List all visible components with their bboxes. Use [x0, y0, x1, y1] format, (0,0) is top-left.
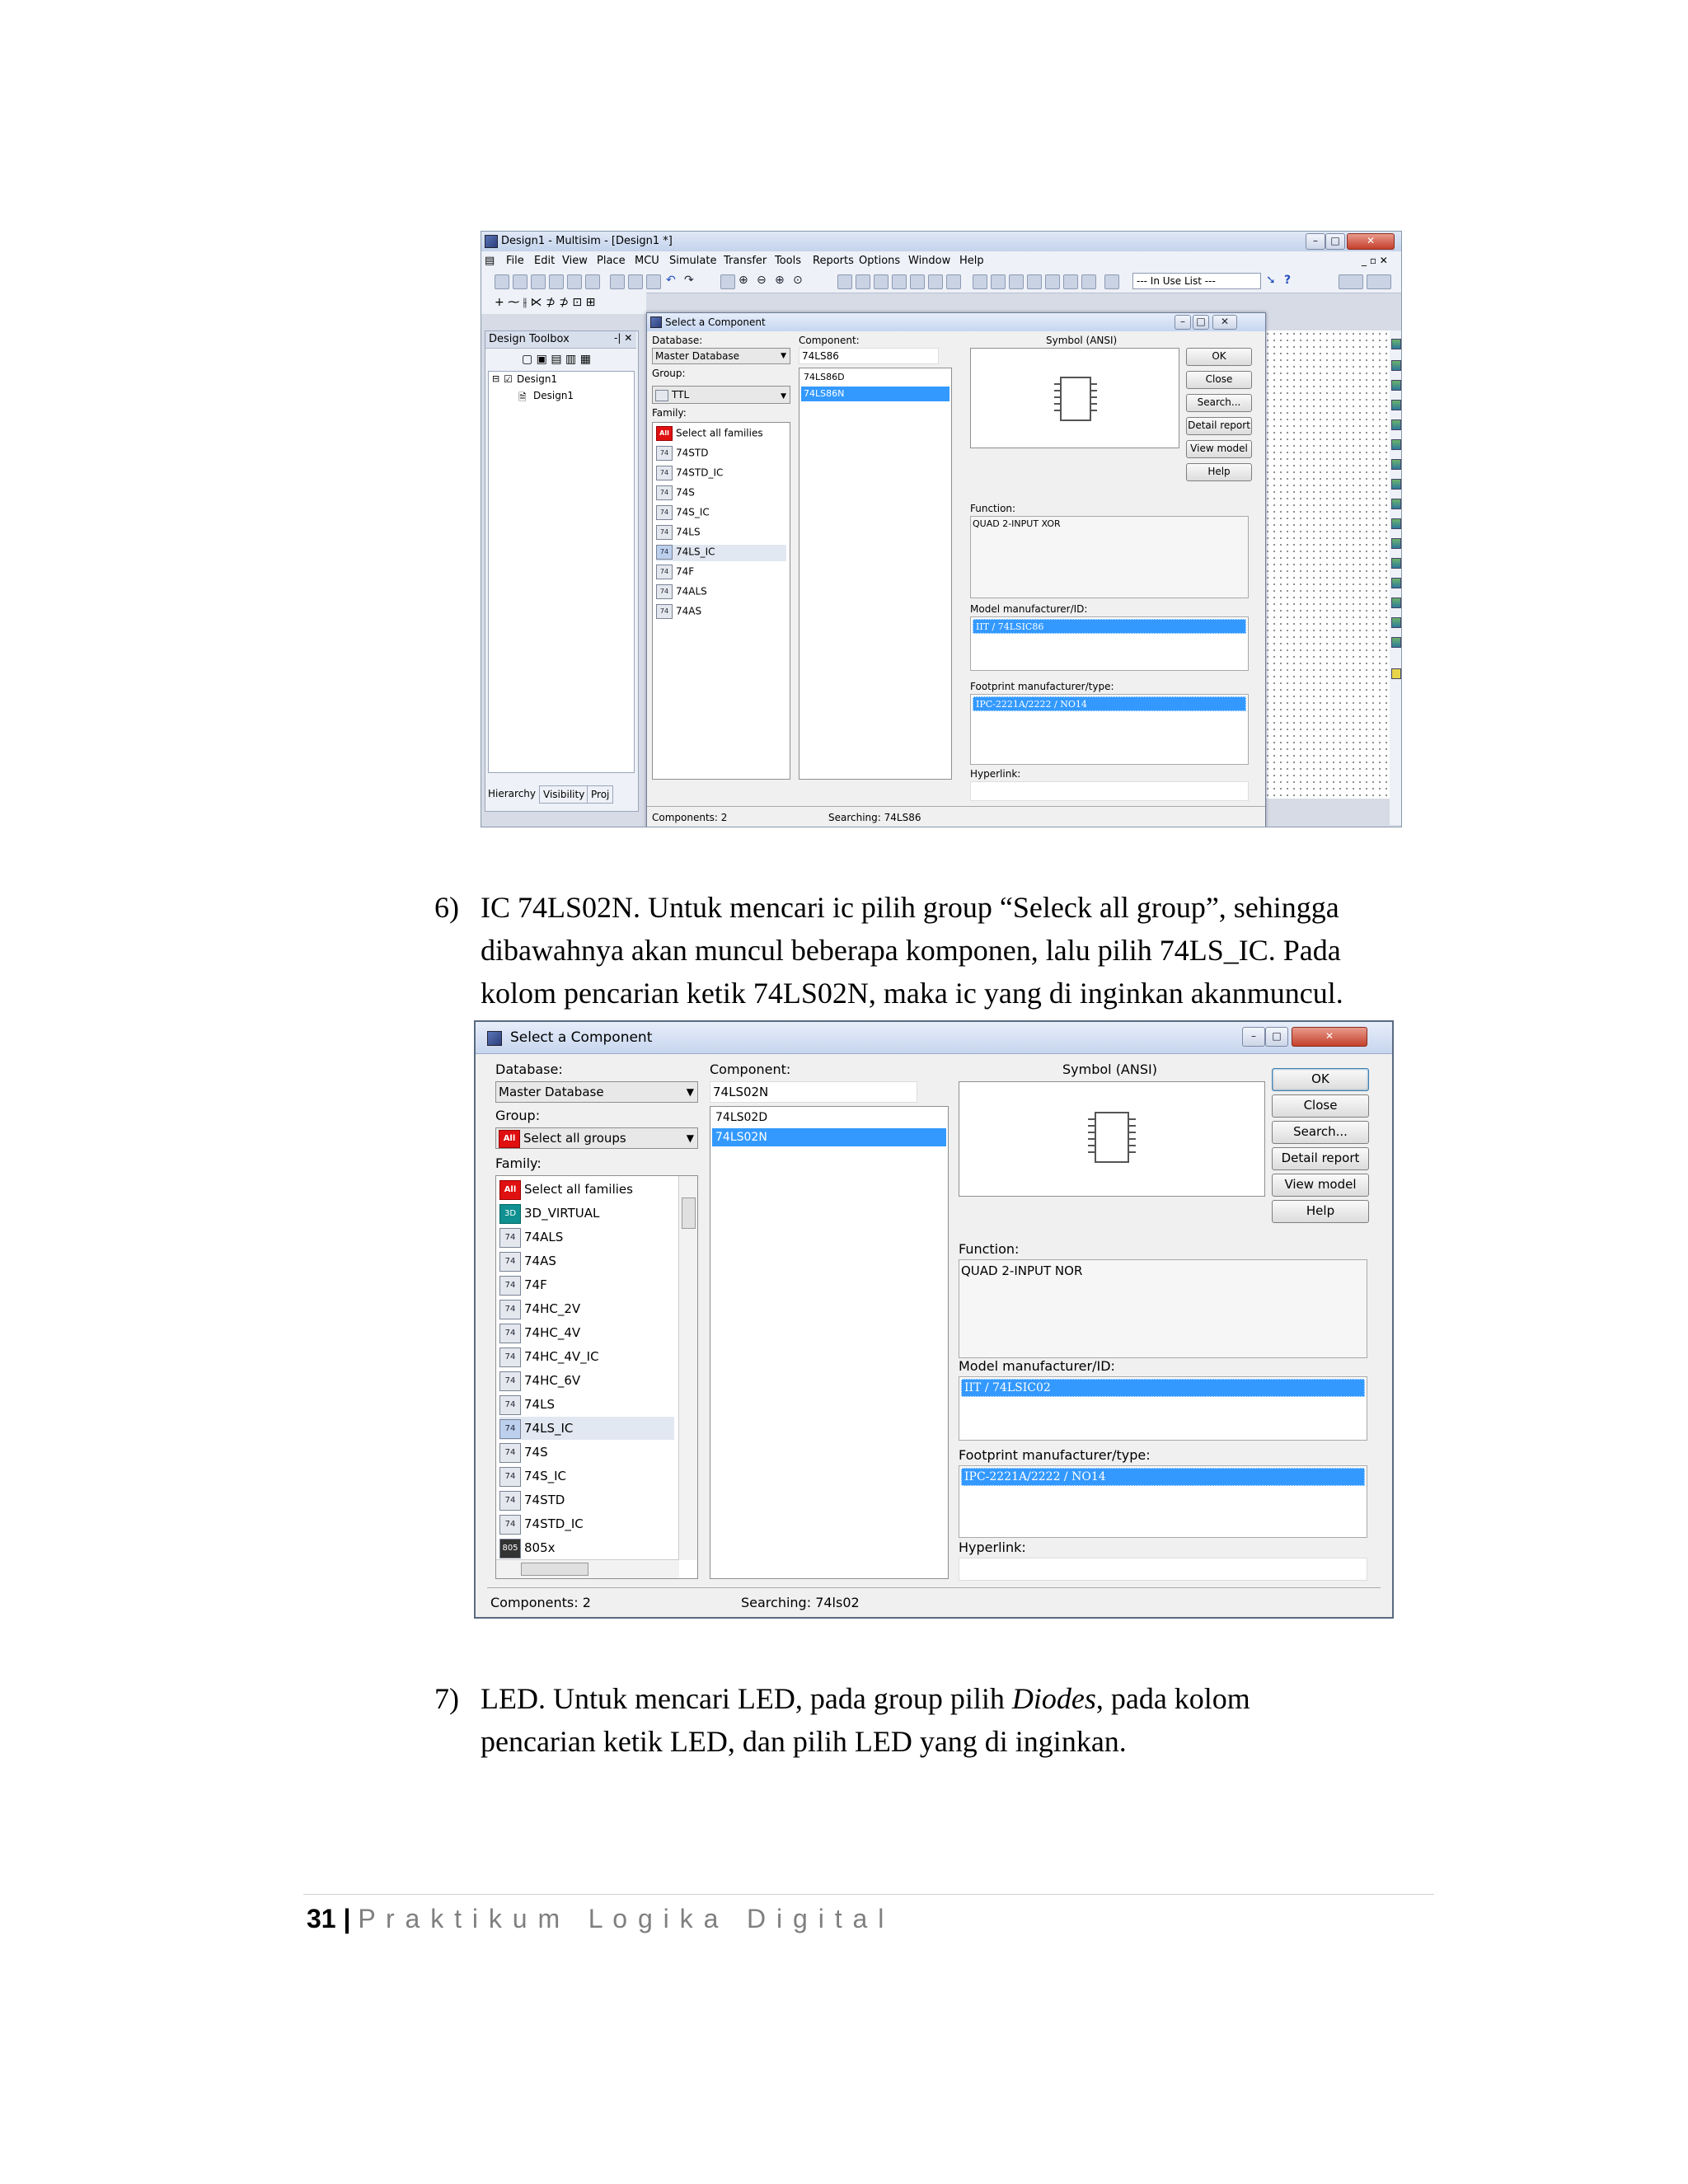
ok-button[interactable]: OK: [1186, 348, 1252, 366]
footer-title: P r a k t i k u m L o g i k a D i g i t a l: [358, 1904, 886, 1933]
footer-divider: [303, 1894, 1434, 1895]
tab-project[interactable]: Proj: [587, 785, 613, 804]
toolbar-icon-13[interactable]: [1063, 274, 1078, 289]
help-button[interactable]: Help: [1186, 463, 1252, 481]
family-list: [495, 1175, 698, 1579]
menu-bar: [481, 251, 1401, 270]
status-searching: Searching: 74LS86: [828, 812, 921, 823]
help-icon[interactable]: ?: [1284, 274, 1292, 287]
list-item[interactable]: 74 74STD_IC: [499, 1512, 584, 1535]
function-value: QUAD 2-INPUT NOR: [961, 1263, 1083, 1278]
list-item[interactable]: 74 74F: [499, 1273, 547, 1296]
menu-window[interactable]: Window: [908, 255, 951, 267]
detail-report-button[interactable]: Detail report: [1186, 417, 1252, 435]
view-model-button[interactable]: View model: [1272, 1174, 1369, 1197]
dialog-titlebar: [647, 313, 1265, 331]
print-preview-icon[interactable]: [585, 274, 600, 289]
ttl-family-icon: 74: [499, 1252, 521, 1272]
wattmeter-icon[interactable]: [1391, 380, 1401, 391]
view-model-button[interactable]: View model: [1186, 440, 1252, 458]
page-footer: [307, 1900, 885, 1937]
ttl-family-icon: 74: [656, 505, 673, 520]
detail-report-button[interactable]: Detail report: [1272, 1147, 1369, 1170]
tab-hierarchy[interactable]: Hierarchy: [488, 788, 537, 799]
list-item[interactable]: 74 74STD_IC: [656, 466, 723, 482]
instrument-icon-16[interactable]: [1391, 637, 1401, 648]
toolbox-title: Design Toolbox: [489, 333, 570, 345]
toolbar-icon-12[interactable]: [1045, 274, 1060, 289]
list-item[interactable]: 74 74AS: [656, 604, 701, 621]
group-label: Group:: [495, 1108, 541, 1123]
list-item[interactable]: 74LS86D: [804, 372, 845, 382]
save-icon[interactable]: [549, 274, 564, 289]
toolbar-icon-4[interactable]: [892, 274, 907, 289]
chevron-down-icon: ▼: [781, 352, 786, 360]
help-pointer-icon[interactable]: ➘: [1266, 274, 1276, 287]
database-label: Database:: [652, 335, 703, 346]
database-label: Database:: [495, 1062, 563, 1077]
component-search-input[interactable]: 74LS86: [799, 348, 939, 364]
menu-mcu[interactable]: MCU: [635, 255, 659, 267]
database-value: Master Database: [499, 1085, 604, 1099]
dialog-maximize-button[interactable]: □: [1265, 1027, 1288, 1047]
window-title: Design1 - Multisim - [Design1 *]: [501, 235, 673, 247]
close-button[interactable]: Close: [1272, 1094, 1369, 1118]
toolbar-icon-3[interactable]: [874, 274, 889, 289]
toolbar-icon-1[interactable]: [837, 274, 852, 289]
dialog-app-icon: [487, 1031, 502, 1046]
menu-simulate[interactable]: Simulate: [669, 255, 717, 267]
footprint-list: [959, 1465, 1367, 1538]
page-number: 31: [307, 1904, 336, 1933]
list-item[interactable]: 74 74LS: [499, 1393, 555, 1416]
help-button[interactable]: Help: [1272, 1200, 1369, 1223]
ic-chip-symbol: [1060, 377, 1091, 421]
status-components: Components: 2: [490, 1595, 591, 1610]
ttl-family-icon: 74: [656, 446, 673, 461]
all-icon: All: [656, 426, 673, 441]
list-item[interactable]: 74 74STD: [499, 1488, 565, 1511]
dialog-status-bar: [647, 806, 1265, 827]
ttl-family-icon: 74: [499, 1515, 521, 1535]
instrument-icon-15[interactable]: [1391, 617, 1401, 628]
group-dropdown[interactable]: [495, 1127, 698, 1149]
hyperlink-field: [970, 781, 1249, 801]
group-value: Select all groups: [523, 1131, 626, 1146]
cmos-family-icon: 74: [499, 1371, 521, 1391]
toolbar-icon-5[interactable]: [910, 274, 925, 289]
ttl-family-icon: 74: [656, 604, 673, 619]
database-dropdown[interactable]: [652, 348, 790, 364]
menu-help[interactable]: Help: [959, 255, 984, 267]
list-item[interactable]: 74 74HC_6V: [499, 1369, 580, 1392]
dialog-title: Select a Component: [510, 1029, 653, 1046]
group-label: Group:: [652, 368, 686, 379]
family-hscrollbar[interactable]: [496, 1559, 679, 1578]
list-item-selected[interactable]: 74LS86N: [801, 387, 950, 401]
instrument-icon-11[interactable]: [1391, 538, 1401, 549]
instrument-icon-10[interactable]: [1391, 518, 1401, 529]
select-component-dialog-2: [474, 1020, 1394, 1619]
instrument-icon-17[interactable]: [1391, 668, 1401, 679]
component-label: Component:: [710, 1062, 791, 1077]
maximize-button[interactable]: □: [1325, 233, 1345, 250]
close-window-button[interactable]: ✕: [1347, 233, 1395, 250]
toolbox-header: [485, 331, 636, 349]
hscrollbar-thumb[interactable]: [521, 1563, 588, 1576]
function-label: Function:: [970, 503, 1016, 514]
list-item[interactable]: 74 74HC_2V: [499, 1297, 580, 1320]
list-item[interactable]: 74 74LS: [656, 525, 701, 541]
hyperlink-label: Hyperlink:: [959, 1540, 1026, 1555]
model-value[interactable]: IIT / 74LSIC86: [973, 619, 1246, 634]
ttl-family-icon: 74: [499, 1395, 521, 1415]
list-item[interactable]: 74 74F: [656, 565, 694, 581]
dialog-app-icon: [650, 316, 662, 328]
function-value: QUAD 2-INPUT XOR: [973, 518, 1061, 529]
family-label: Family:: [652, 407, 687, 419]
list-item[interactable]: 74 74S: [656, 485, 695, 502]
symbol-label: Symbol (ANSI): [1062, 1062, 1157, 1077]
list-item[interactable]: All Select all families: [656, 426, 763, 443]
step-6-line-1: IC 74LS02N. Untuk mencari ic pilih group “Seleck all group”, sehingga: [481, 891, 1339, 924]
mdi-controls[interactable]: _ ▫ ✕: [1362, 255, 1388, 266]
footer-separator: |: [343, 1904, 351, 1933]
toolbox-tree: [488, 371, 635, 773]
toolbar-icon-11[interactable]: [1027, 274, 1042, 289]
list-item[interactable]: 74 74HC_4V: [499, 1321, 580, 1344]
step-7-line-1: LED. Untuk mencari LED, pada group pilih Diodes, pada kolom: [481, 1682, 1250, 1715]
instrument-icon-9[interactable]: [1391, 499, 1401, 509]
dialog-close-button[interactable]: ✕: [1292, 1027, 1367, 1047]
symbol-preview: [970, 348, 1179, 448]
status-searching: Searching: 74ls02: [741, 1595, 860, 1610]
tree-root[interactable]: Design1: [517, 373, 558, 385]
function-generator-icon[interactable]: [1391, 360, 1401, 371]
ok-button[interactable]: OK: [1272, 1068, 1369, 1091]
footprint-value[interactable]: IPC-2221A/2222 / NO14: [973, 696, 1246, 711]
model-value[interactable]: IIT / 74LSIC02: [961, 1379, 1365, 1397]
schematic-canvas[interactable]: [1264, 330, 1390, 799]
list-item-selected[interactable]: 74LS02N: [712, 1128, 946, 1146]
list-item[interactable]: 74 74S: [499, 1441, 548, 1464]
menu-transfer[interactable]: Transfer: [724, 255, 767, 267]
instrument-icon-7[interactable]: [1391, 459, 1401, 470]
multisim-app-icon: [485, 235, 498, 248]
toolbar-icon-8[interactable]: [973, 274, 987, 289]
close-button[interactable]: Close: [1186, 371, 1252, 389]
ttl-family-icon: 74: [656, 525, 673, 540]
step-7-line-2: pencarian ketik LED, dan pilih LED yang di inginkan.: [481, 1725, 1127, 1758]
toolbar-icon-17[interactable]: [1367, 274, 1391, 289]
select-component-dialog: [646, 312, 1266, 827]
toolbar-icon-7[interactable]: [946, 274, 961, 289]
list-item-selected[interactable]: 74 74LS_IC: [499, 1417, 674, 1440]
symbol-preview: [959, 1081, 1265, 1197]
zoom-area-icon[interactable]: ⊕: [775, 274, 785, 287]
family-label: Family:: [495, 1155, 542, 1171]
cmos-family-icon: 74: [499, 1347, 521, 1367]
tree-expand-icon[interactable]: ⊟: [492, 373, 500, 384]
menu-tools[interactable]: Tools: [775, 255, 802, 267]
cmos-family-icon: 74: [499, 1324, 521, 1343]
model-label: Model manufacturer/ID:: [970, 603, 1088, 615]
toolbar-icon-15[interactable]: [1104, 274, 1119, 289]
step-7-number: 7): [434, 1682, 459, 1715]
component-search-input[interactable]: 74LS02N: [710, 1081, 917, 1103]
search-button[interactable]: Search...: [1186, 394, 1252, 412]
cut-icon[interactable]: [610, 274, 625, 289]
database-value: Master Database: [655, 350, 740, 362]
instrument-toolbar: [1390, 330, 1401, 825]
list-item[interactable]: 74LS02D: [715, 1111, 768, 1124]
toolbar-icon-10[interactable]: [1009, 274, 1024, 289]
chevron-down-icon: ▼: [686, 1132, 694, 1144]
component-toolbar-icons[interactable]: + ⁓ ⫲ ⋉ ⊅ ⊅ ⊡ ⊞: [495, 296, 596, 309]
dialog-titlebar: [476, 1022, 1392, 1054]
component-list: [710, 1106, 949, 1579]
open-folder-icon[interactable]: [531, 274, 546, 289]
chevron-down-icon: ▼: [781, 392, 786, 401]
tab-visibility[interactable]: Visibility: [539, 785, 588, 804]
family-scrollbar[interactable]: [678, 1176, 697, 1560]
dialog-status-bar: [487, 1587, 1381, 1615]
list-item[interactable]: 74 74ALS: [656, 584, 707, 601]
document-icon: 🗎: [518, 391, 527, 403]
model-list: [959, 1376, 1367, 1441]
ttl-group-icon: [655, 390, 668, 401]
list-item[interactable]: 74 74ALS: [499, 1226, 563, 1249]
dialog-close-button[interactable]: ✕: [1212, 315, 1237, 330]
component-toolbar: [481, 293, 646, 314]
group-value: TTL: [672, 389, 690, 401]
list-item[interactable]: 74 74STD: [656, 446, 708, 462]
model-label: Model manufacturer/ID:: [959, 1358, 1115, 1374]
multisim-screenshot-1: [481, 231, 1402, 827]
group-dropdown[interactable]: [652, 386, 790, 404]
toolbar-icon-14[interactable]: [1081, 274, 1096, 289]
list-item[interactable]: 74 74HC_4V_IC: [499, 1345, 599, 1368]
function-label: Function:: [959, 1241, 1020, 1257]
ttl-family-icon: 74: [656, 565, 673, 579]
ttl-family-icon: 74: [499, 1443, 521, 1463]
toolbox-tool-icons[interactable]: ▢ ▣ ▤ ▥ ▦: [522, 353, 591, 366]
hyperlink-label: Hyperlink:: [970, 768, 1021, 780]
database-dropdown[interactable]: [495, 1081, 698, 1103]
toolbar-icon-6[interactable]: [928, 274, 943, 289]
instrument-icon-13[interactable]: [1391, 578, 1401, 588]
list-item[interactable]: All Select all families: [499, 1178, 633, 1201]
new-icon[interactable]: [495, 274, 509, 289]
tree-child[interactable]: Design1: [533, 390, 574, 401]
footprint-list: [970, 694, 1249, 765]
dialog-maximize-button[interactable]: □: [1193, 315, 1209, 330]
app-titlebar: [481, 232, 1401, 251]
list-item-selected[interactable]: 74 74LS_IC: [656, 545, 786, 561]
component-label: Component:: [799, 335, 860, 346]
toolbox-tabs: [485, 784, 637, 805]
checkbox-icon[interactable]: ☑: [504, 373, 513, 385]
list-item[interactable]: 3D 3D_VIRTUAL: [499, 1202, 599, 1225]
instrument-icon-6[interactable]: [1391, 439, 1401, 450]
menu-options[interactable]: Options: [859, 255, 901, 267]
step-6-line-2: dibawahnya akan muncul beberapa komponen, lalu pilih 74LS_IC. Pada: [481, 934, 1341, 967]
ttl-family-icon: 74: [499, 1228, 521, 1248]
multimeter-icon[interactable]: [1391, 339, 1401, 349]
toolbar-icon-2[interactable]: [856, 274, 870, 289]
step-6-line-3: kolom pencarian ketik 74LS02N, maka ic yang di inginkan akanmuncul.: [481, 977, 1343, 1010]
list-item[interactable]: 74 74S_IC: [499, 1465, 566, 1488]
in-use-list-dropdown[interactable]: --- In Use List ---: [1132, 273, 1261, 289]
dialog-title: Select a Component: [665, 316, 766, 328]
function-field: [959, 1259, 1367, 1358]
ttl-family-icon: 74: [499, 1467, 521, 1487]
3d-icon: 3D: [499, 1204, 521, 1224]
ttl-family-icon: 74: [656, 466, 673, 480]
ttl-family-icon: 74: [656, 485, 673, 500]
main-toolbar: [481, 269, 1401, 293]
copy-icon[interactable]: [628, 274, 643, 289]
instrument-icon-12[interactable]: [1391, 558, 1401, 569]
ttl-family-icon: 74: [656, 584, 673, 599]
step-6-number: 6): [434, 891, 459, 924]
instrument-icon-14[interactable]: [1391, 598, 1401, 608]
open-icon[interactable]: [513, 274, 528, 289]
menu-view[interactable]: View: [562, 255, 588, 267]
zoom-in-icon[interactable]: ⊕: [738, 274, 748, 287]
function-field: [970, 516, 1249, 598]
paste-icon[interactable]: [646, 274, 661, 289]
redo-icon[interactable]: ↷: [684, 274, 694, 287]
doc-icon: ▤: [485, 255, 495, 267]
print-icon[interactable]: [567, 274, 582, 289]
instrument-icon-8[interactable]: [1391, 479, 1401, 490]
toolbar-icon-16[interactable]: [1339, 274, 1363, 289]
ttl-family-icon: 74: [499, 1419, 521, 1439]
list-item[interactable]: 805 805x: [499, 1536, 556, 1559]
menu-reports[interactable]: Reports: [813, 255, 854, 267]
design-toolbox: [485, 330, 639, 812]
toolbox-close-icon[interactable]: -| ✕: [614, 332, 633, 344]
menu-place[interactable]: Place: [597, 255, 626, 267]
ttl-family-icon: 74: [499, 1491, 521, 1511]
undo-icon[interactable]: ↶: [666, 274, 676, 287]
search-button[interactable]: Search...: [1272, 1121, 1369, 1144]
chevron-down-icon: ▼: [686, 1086, 694, 1098]
ttl-family-icon: 74: [656, 545, 673, 560]
hyperlink-field: [959, 1558, 1367, 1581]
list-item[interactable]: 74 74AS: [499, 1249, 556, 1272]
family-list: [652, 422, 790, 780]
ic-chip-symbol: [1095, 1112, 1129, 1163]
mcu-family-icon: 805: [499, 1539, 521, 1558]
zoom-out-icon[interactable]: ⊖: [757, 274, 767, 287]
toolbar-icon-9[interactable]: [991, 274, 1006, 289]
scrollbar-thumb[interactable]: [682, 1197, 696, 1229]
all-icon: All: [499, 1130, 520, 1148]
footprint-label: Footprint manufacturer/type:: [970, 681, 1114, 692]
oscilloscope-icon[interactable]: [1391, 400, 1401, 410]
fullscreen-icon[interactable]: [720, 274, 735, 289]
footprint-value[interactable]: IPC-2221A/2222 / NO14: [961, 1468, 1365, 1486]
footprint-label: Footprint manufacturer/type:: [959, 1447, 1151, 1463]
all-icon: All: [499, 1180, 521, 1200]
menu-edit[interactable]: Edit: [534, 255, 556, 267]
dialog-minimize-button[interactable]: –: [1242, 1027, 1265, 1047]
symbol-label: Symbol (ANSI): [1046, 335, 1118, 346]
model-list: [970, 616, 1249, 671]
component-list: [799, 368, 952, 780]
cmos-family-icon: 74: [499, 1300, 521, 1319]
zoom-fit-icon[interactable]: ⊙: [793, 274, 803, 287]
diodes-italic: Diodes: [1011, 1682, 1096, 1715]
dialog-minimize-button[interactable]: –: [1175, 315, 1191, 330]
menu-file[interactable]: File: [506, 255, 524, 267]
minimize-button[interactable]: –: [1306, 233, 1325, 250]
ttl-family-icon: 74: [499, 1276, 521, 1296]
list-item[interactable]: 74 74S_IC: [656, 505, 710, 522]
instrument-icon-5[interactable]: [1391, 419, 1401, 430]
status-components: Components: 2: [652, 812, 728, 823]
